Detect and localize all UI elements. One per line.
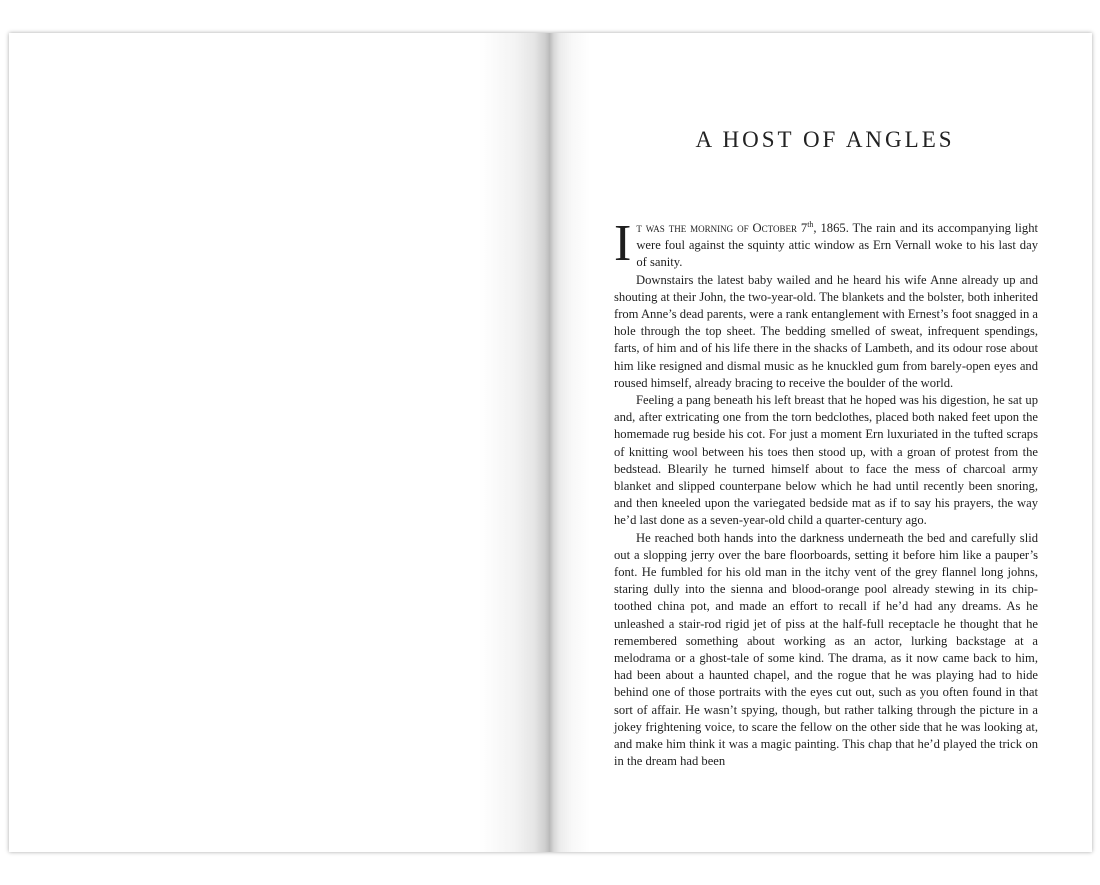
body-text xyxy=(614,215,1038,771)
book-spread xyxy=(9,33,1092,852)
lead-in-year: , 1865. xyxy=(813,221,849,235)
left-page-blank xyxy=(9,33,550,852)
chapter-title: A HOST OF ANGLES xyxy=(695,127,955,152)
lead-in: t was the morning of October 7 xyxy=(636,221,808,235)
first-paragraph-rest: The rain and its accompanying light were foul against the squinty attic window as Ern Vernall woke to his last day of sanity. xyxy=(636,221,1038,270)
paragraph-2: Downstairs the latest baby wailed and he heard his wife Anne already up and shouting at their John, the two-year-old. The blankets and the bolster, both inherited from Anne’s dead parents, were a rank entanglement with Ernest’s foot snagged in a hole through the top sheet. The bedding smelled of sweat, infrequent spendings, farts, of him and of his life there in the shacks of Lambeth, and its odour rose about him like resigned and dismal music as he knuckled gum from barely-open eyes and roused himself, already bracing to receive the boulder of the world. xyxy=(614,272,1038,390)
first-paragraph xyxy=(614,215,1038,272)
paragraph-4: He reached both hands into the darkness underneath the bed and carefully slid out a slopping jerry over the bare floorboards, setting it before him like a pauper’s font. He fumbled for his old man in the itchy vent of the grey flannel long johns, staring dully into the sienna and blood-orange pool already stewing in its chip-toothed china pot, and made an effort to recall if he’d had any dreams. As he unleashed a stair-rod rigid jet of piss at the half-full receptacle he thought that he remembered something about working as an actor, lurking backstage at a melodrama or a ghost-tale of some kind. The drama, as it now came back to him, had been about a haunted chapel, and the rogue that he was playing had to hide behind one of those portraits with the eyes cut out, such as you often found in that sort of affair. He wasn’t spying, though, but rather talking through the picture in a jokey frightening voice, to scare the fellow on the other side that he was looking at, and make him think it was a magic painting. This chap that he’d played the trick on in the dream had been xyxy=(614,530,1038,769)
drop-cap: I xyxy=(614,215,632,272)
right-page xyxy=(550,33,1092,852)
paragraph-3: Feeling a pang beneath his left breast that he hoped was his digestion, he sat up and, after extricating one from the torn bedclothes, placed both naked feet upon the homemade rug beside his cot. For just a moment Ern luxuriated in the tufted scraps of knitting wool between his toes then stood up, with a groan of protest from the bedstead. Blearily he turned himself about to face the mess of charcoal army blanket and slipped counterpane below which he had until recently been snoring, and then kneeled upon the variegated bedside mat as if to say his prayers, the way he’d last done as a seven-year-old child a quarter-century ago. xyxy=(614,393,1038,528)
ordinal-suffix: th xyxy=(807,219,814,229)
